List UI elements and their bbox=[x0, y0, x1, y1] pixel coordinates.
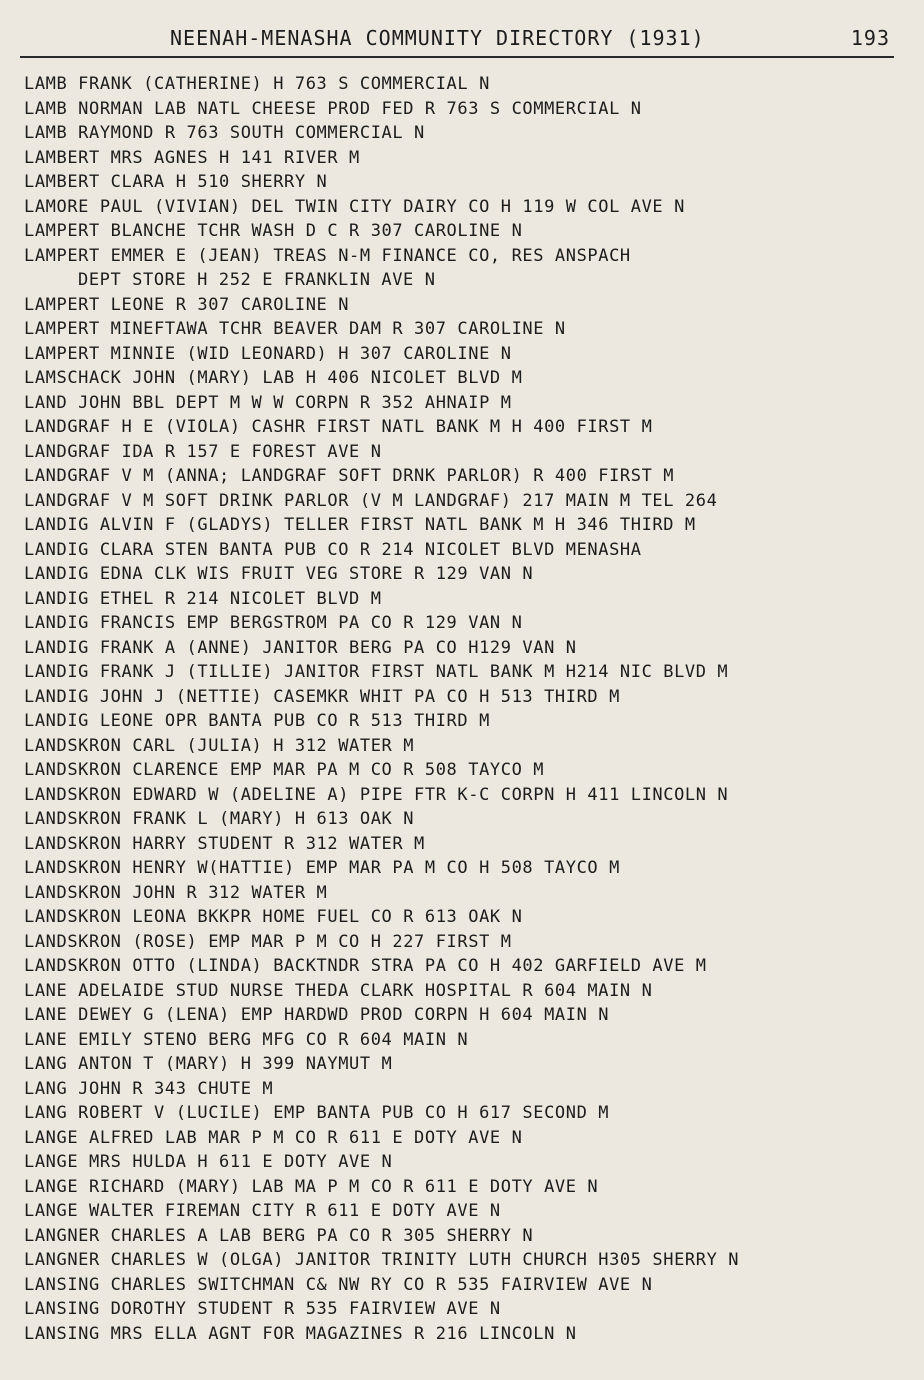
directory-entry: LANGE ALFRED LAB MAR P M CO R 611 E DOTY AVE N bbox=[24, 1127, 523, 1148]
directory-entry: LANDSKRON HARRY STUDENT R 312 WATER M bbox=[24, 833, 425, 854]
directory-entry: LANE ADELAIDE STUD NURSE THEDA CLARK HOSPITAL R 604 MAIN N bbox=[24, 980, 653, 1001]
directory-entry: LANDIG EDNA CLK WIS FRUIT VEG STORE R 129 VAN N bbox=[24, 564, 534, 584]
directory-entry: LANSING DOROTHY STUDENT R 535 FAIRVIEW AVE N bbox=[24, 1299, 501, 1319]
directory-entry: LAMPERT BLANCHE TCHR WASH D C R 307 CAROLINE N bbox=[24, 221, 523, 241]
directory-entry: LANE DEWEY G (LENA) EMP HARDWD PROD CORPN H 604 MAIN N bbox=[24, 1005, 610, 1025]
directory-entry: LANDGRAF V M SOFT DRINK PARLOR (V M LANDGRAF) 217 MAIN M TEL 264 bbox=[24, 490, 718, 511]
directory-entry: LANG ROBERT V (LUCILE) EMP BANTA PUB CO H 617 SECOND M bbox=[24, 1103, 610, 1123]
directory-entry: LAMPERT MINNIE (WID LEONARD) H 307 CAROLINE N bbox=[24, 343, 512, 364]
directory-entry: LANDGRAF IDA R 157 E FOREST AVE N bbox=[24, 441, 382, 462]
directory-entry: LAMPERT LEONE R 307 CAROLINE N bbox=[24, 294, 350, 315]
directory-entry: LANGE RICHARD (MARY) LAB MA P M CO R 611 E DOTY AVE N bbox=[24, 1176, 599, 1197]
directory-entry: LANDSKRON EDWARD W (ADELINE A) PIPE FTR K-C CORPN H 411 LINCOLN N bbox=[24, 784, 729, 805]
page-title: NEENAH-MENASHA COMMUNITY DIRECTORY (1931) bbox=[170, 26, 705, 50]
directory-entry: LAMSCHACK JOHN (MARY) LAB H 406 NICOLET BLVD M bbox=[24, 368, 523, 388]
directory-entry: LANE EMILY STENO BERG MFG CO R 604 MAIN N bbox=[24, 1029, 469, 1050]
directory-entry: LANGE WALTER FIREMAN CITY R 611 E DOTY AVE N bbox=[24, 1201, 501, 1221]
directory-entry-continuation: DEPT STORE H 252 E FRANKLIN AVE N bbox=[78, 270, 436, 290]
directory-entry: LAMBERT CLARA H 510 SHERRY N bbox=[24, 172, 328, 192]
directory-entry: LANDIG CLARA STEN BANTA PUB CO R 214 NICOLET BLVD MENASHA bbox=[24, 539, 642, 560]
directory-entry: LANG JOHN R 343 CHUTE M bbox=[24, 1078, 274, 1099]
directory-entry: LANDSKRON OTTO (LINDA) BACKTNDR STRA PA CO H 402 GARFIELD AVE M bbox=[24, 956, 707, 976]
directory-entry: LANDSKRON HENRY W(HATTIE) EMP MAR PA M CO H 508 TAYCO M bbox=[24, 858, 620, 878]
directory-entry: LANG ANTON T (MARY) H 399 NAYMUT M bbox=[24, 1054, 393, 1074]
directory-entry: LANDIG FRANCIS EMP BERGSTROM PA CO R 129 VAN N bbox=[24, 613, 523, 633]
directory-entry: LANDIG FRANK A (ANNE) JANITOR BERG PA CO H129 VAN N bbox=[24, 637, 577, 658]
directory-entry: LAMORE PAUL (VIVIAN) DEL TWIN CITY DAIRY CO H 119 W COL AVE N bbox=[24, 196, 685, 217]
directory-entry: LANDSKRON CLARENCE EMP MAR PA M CO R 508 TAYCO M bbox=[24, 760, 545, 780]
directory-entry: LANDIG LEONE OPR BANTA PUB CO R 513 THIRD M bbox=[24, 711, 490, 731]
directory-entry: LAMBERT MRS AGNES H 141 RIVER M bbox=[24, 147, 360, 168]
directory-entry: LANDIG ETHEL R 214 NICOLET BLVD M bbox=[24, 588, 382, 609]
directory-entry: LANDSKRON (ROSE) EMP MAR P M CO H 227 FIRST M bbox=[24, 931, 512, 952]
directory-entry: LANSING CHARLES SWITCHMAN C& NW RY CO R 535 FAIRVIEW AVE N bbox=[24, 1274, 653, 1295]
directory-entry: LANDSKRON FRANK L (MARY) H 613 OAK N bbox=[24, 809, 415, 829]
directory-entry: LAMPERT MINEFTAWA TCHR BEAVER DAM R 307 CAROLINE N bbox=[24, 319, 566, 339]
directory-listing bbox=[24, 72, 906, 1346]
directory-entry: LANSING MRS ELLA AGNT FOR MAGAZINES R 216 LINCOLN N bbox=[24, 1323, 577, 1344]
directory-entry: LANDSKRON CARL (JULIA) H 312 WATER M bbox=[24, 735, 415, 756]
directory-entry: LANDSKRON JOHN R 312 WATER M bbox=[24, 882, 328, 903]
directory-entry: LANDGRAF V M (ANNA; LANDGRAF SOFT DRNK PARLOR) R 400 FIRST M bbox=[24, 466, 675, 486]
directory-entry: LANGNER CHARLES A LAB BERG PA CO R 305 SHERRY N bbox=[24, 1225, 534, 1246]
directory-entry: LAMB NORMAN LAB NATL CHEESE PROD FED R 763 S COMMERCIAL N bbox=[24, 98, 642, 119]
directory-entry: LANDIG JOHN J (NETTIE) CASEMKR WHIT PA CO H 513 THIRD M bbox=[24, 686, 620, 707]
directory-entry: LAMPERT EMMER E (JEAN) TREAS N-M FINANCE CO, RES ANSPACH bbox=[24, 245, 631, 266]
directory-entry: LAMB FRANK (CATHERINE) H 763 S COMMERCIAL N bbox=[24, 74, 490, 94]
directory-entry: LANGNER CHARLES W (OLGA) JANITOR TRINITY LUTH CHURCH H305 SHERRY N bbox=[24, 1250, 740, 1270]
page-header bbox=[20, 24, 894, 58]
directory-entry: LANDSKRON LEONA BKKPR HOME FUEL CO R 613 OAK N bbox=[24, 907, 523, 927]
directory-entry: LANDIG ALVIN F (GLADYS) TELLER FIRST NATL BANK M H 346 THIRD M bbox=[24, 515, 696, 535]
directory-entry: LANDGRAF H E (VIOLA) CASHR FIRST NATL BANK M H 400 FIRST M bbox=[24, 417, 653, 437]
page-number: 193 bbox=[850, 26, 890, 50]
directory-entry: LANDIG FRANK J (TILLIE) JANITOR FIRST NATL BANK M H214 NIC BLVD M bbox=[24, 662, 729, 682]
directory-entry: LAND JOHN BBL DEPT M W W CORPN R 352 AHNAIP M bbox=[24, 392, 512, 413]
directory-entry: LAMB RAYMOND R 763 SOUTH COMMERCIAL N bbox=[24, 123, 425, 143]
directory-entry: LANGE MRS HULDA H 611 E DOTY AVE N bbox=[24, 1152, 393, 1172]
